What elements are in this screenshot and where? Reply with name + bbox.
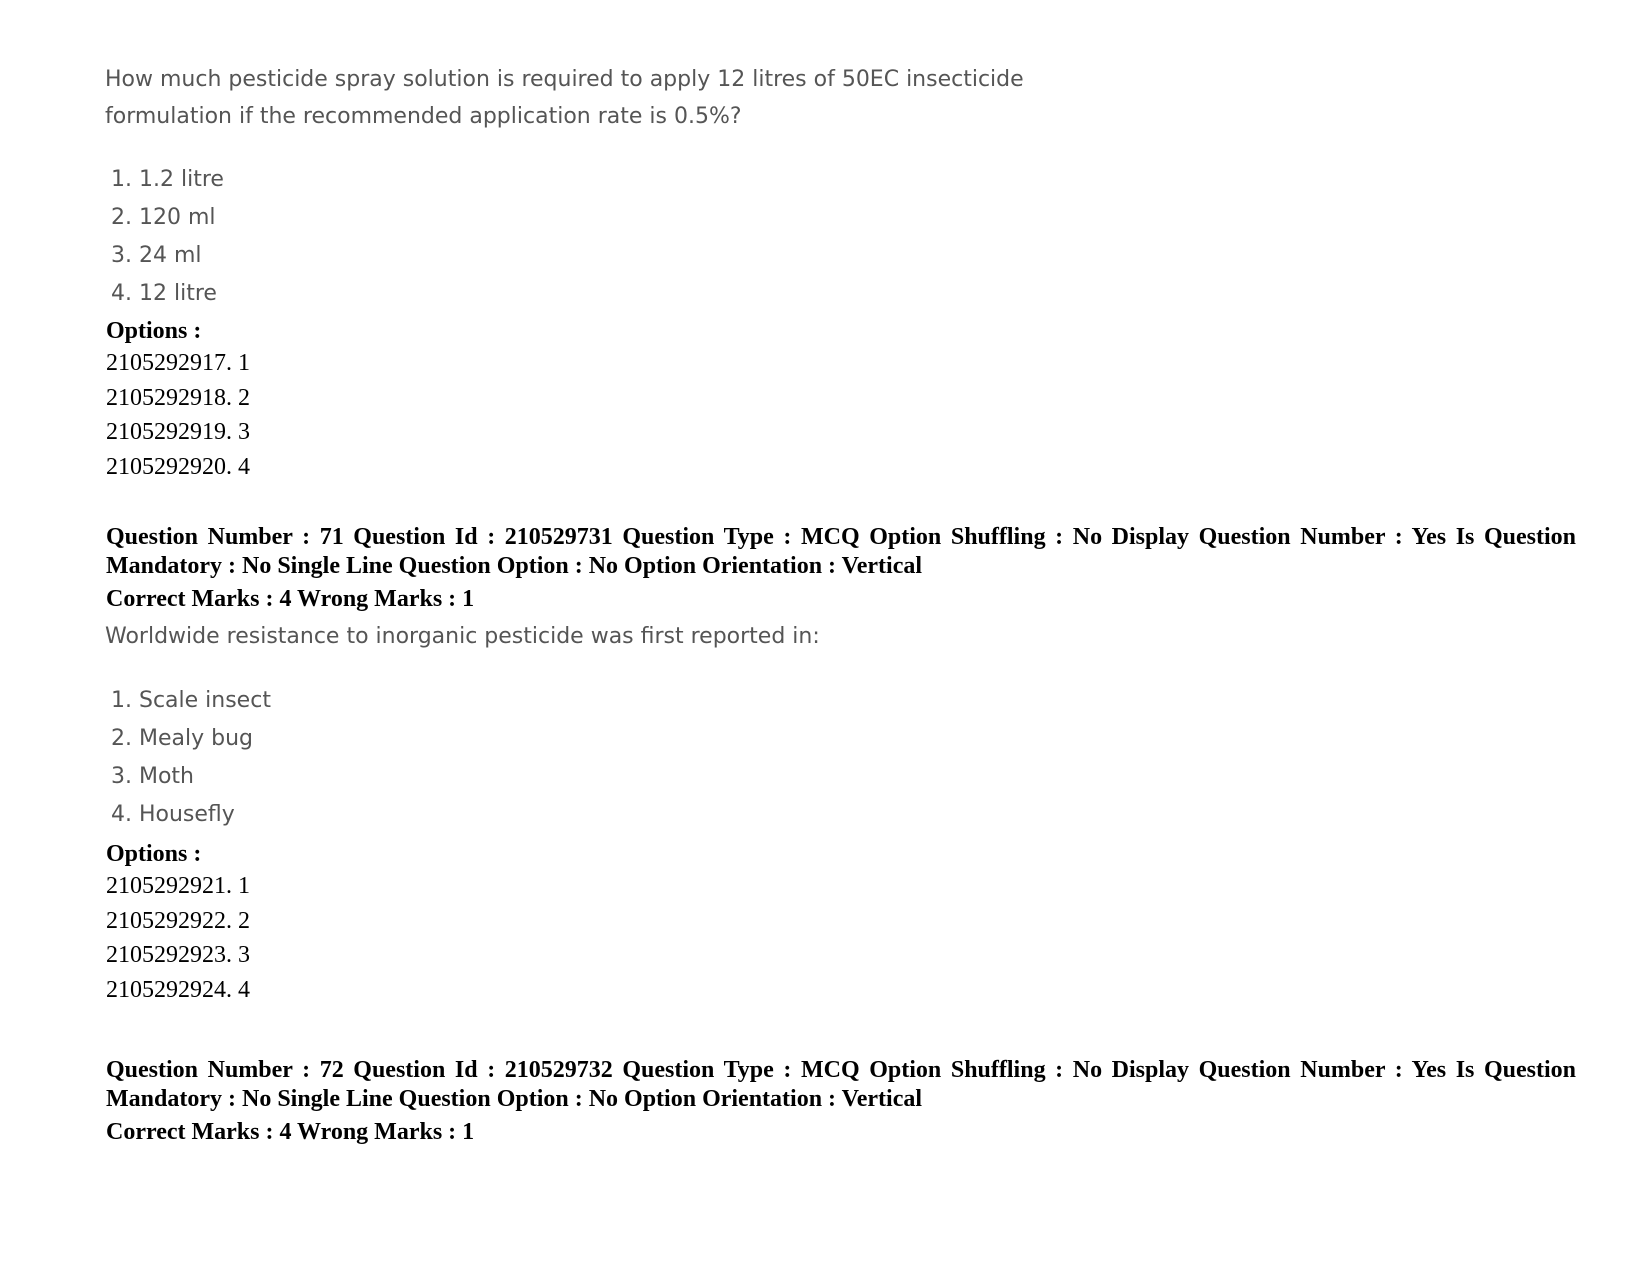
options-heading: Options : xyxy=(106,841,202,867)
question-71-header xyxy=(106,523,1576,613)
question-71-text xyxy=(105,618,820,655)
option-id-item: 2105292923. 3 xyxy=(106,942,250,968)
question-70-choices xyxy=(111,161,224,313)
question-71-options xyxy=(106,839,250,1007)
option-id-item: 2105292918. 2 xyxy=(106,384,250,411)
question-72-header xyxy=(106,1056,1576,1146)
option-id-list xyxy=(106,346,250,484)
choice-item: 4. Housefly xyxy=(111,802,235,827)
option-id-item: 2105292919. 3 xyxy=(106,419,250,445)
question-70-text-line-1: How much pesticide spray solution is required to apply 12 litres of 50EC insecticide xyxy=(105,67,1024,92)
option-id-item: 2105292920. 4 xyxy=(106,453,250,480)
option-id-item: 2105292924. 4 xyxy=(106,976,250,1003)
choice-item: 3. Moth xyxy=(111,764,194,789)
choice-item: 2. Mealy bug xyxy=(111,726,253,751)
choice-item: 3. 24 ml xyxy=(111,243,202,268)
question-70-options xyxy=(106,316,250,484)
question-marks: Correct Marks : 4 Wrong Marks : 1 xyxy=(106,1119,475,1145)
question-71-text-line: Worldwide resistance to inorganic pesticide was first reported in: xyxy=(105,624,820,649)
option-id-item: 2105292917. 1 xyxy=(106,350,250,376)
question-marks: Correct Marks : 4 Wrong Marks : 1 xyxy=(106,586,475,612)
options-heading: Options : xyxy=(106,318,202,344)
option-id-item: 2105292922. 2 xyxy=(106,907,250,934)
choice-item: 2. 120 ml xyxy=(111,205,216,230)
question-70-text xyxy=(105,61,1024,135)
question-meta: Question Number : 72 Question Id : 210529732 Question Type : MCQ Option Shuffling : No Display Question Number : Yes Is Question Mandatory : No Single Line Question Option : No Option Orientation : Vertical xyxy=(106,1057,1576,1112)
choice-item: 4. 12 litre xyxy=(111,281,217,306)
choice-item: 1. 1.2 litre xyxy=(111,167,224,192)
choice-item: 1. Scale insect xyxy=(111,688,271,713)
option-id-list xyxy=(106,869,250,1007)
question-70-text-line-2: formulation if the recommended application rate is 0.5%? xyxy=(105,104,742,129)
option-id-item: 2105292921. 1 xyxy=(106,873,250,899)
question-71-choices xyxy=(111,682,271,834)
question-meta: Question Number : 71 Question Id : 210529731 Question Type : MCQ Option Shuffling : No Display Question Number : Yes Is Question Mandatory : No Single Line Question Option : No Option Orientation : Vertical xyxy=(106,524,1576,579)
